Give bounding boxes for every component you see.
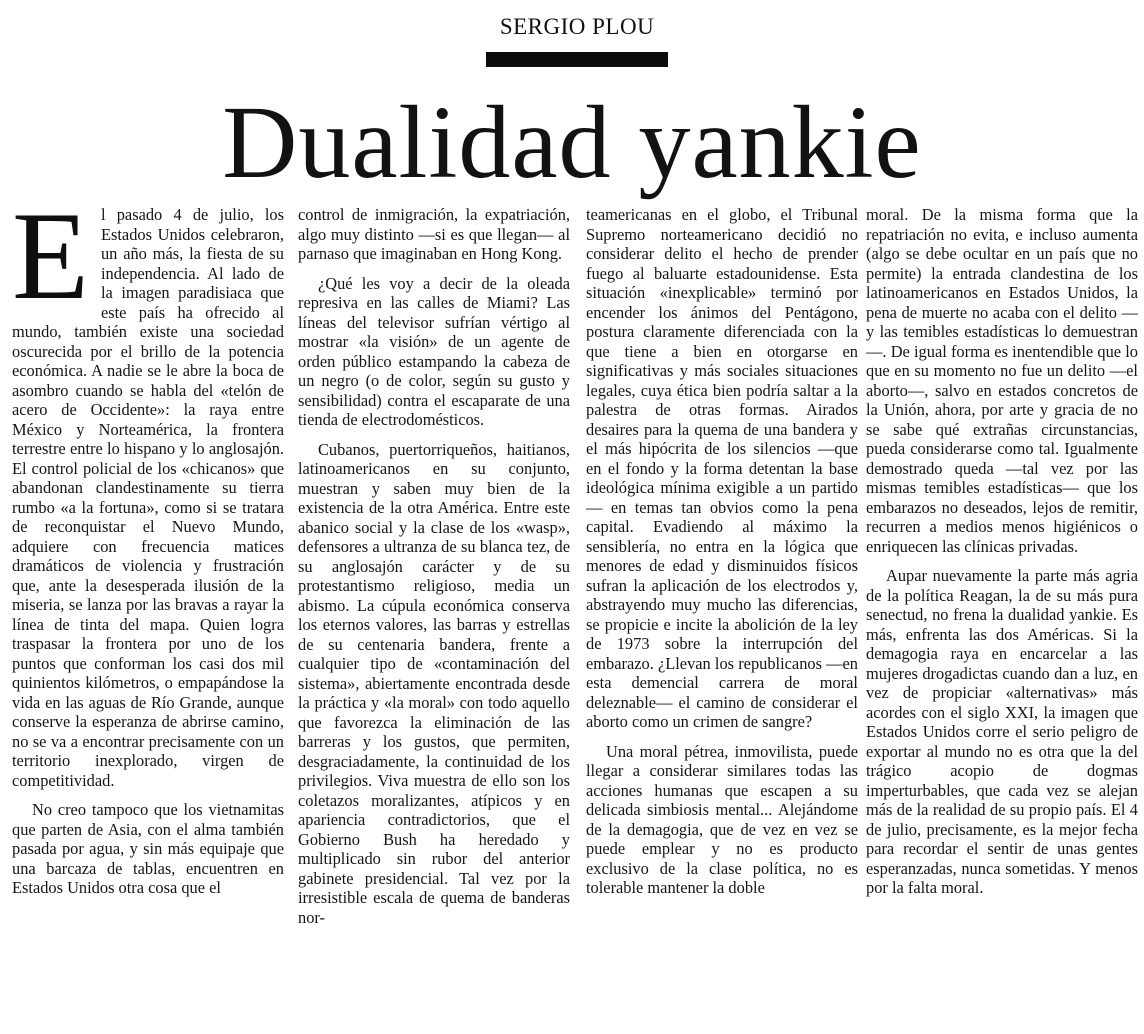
paragraph: Aupar nuevamente la parte más agria de la política Reagan, la de su más pura senectud, no frena la dualidad yankie. Es más, enfrenta las dos Américas. Si la demagogia raya en encarcelar a las mujeres drogadictas cuando dan a luz, en vez de propiciar «alternativas» más acordes con el siglo XXI, la imagen que Estados Unidos corre el serio peligro de exportar al mundo no es otra que la del trágico acopio de dogmas imperturbables, que cada vez se alejan más de la realidad de su propio país. El 4 de julio, precisamente, es la mejor fecha para recordar el sentir de unas gentes esperanzadas, nunca sometidas. Y menos por la falta moral. — [866, 566, 1138, 897]
author-rule — [486, 52, 668, 67]
paragraph: ¿Qué les voy a decir de la oleada represiva en las calles de Miami? Las líneas del televisor sufrían vértigo al mostrar «la visión» de un agente de orden público estampando la cabeza de un negro (o de color, según su gusto y sensibilidad) contra el escaparate de una tienda de electrodomésticos. — [298, 273, 570, 429]
paragraph: moral. De la misma forma que la repatriación no evita, e incluso aumenta (algo se debe ocultar en un país que no permite) la entrada clandestina de los latinoamericanos en Estados Unidos, la pena de muerte no acaba con el delito —y las temibles estadísticas lo demuestran—. De igual forma es inentendible que lo que en su momento no fue un delito —el aborto—, salvo en estados concretos de la Unión, ahora, por arte y gracia de no se sabe qué extrañas circunstancias, pueda considerarse como tal. Igualmente demostrado queda —tal vez por las mismas temibles estadísticas— que los embarazos no deseados, lejos de remitir, recurren a medios menos higiénicos o enriquecen las clínicas privadas. — [866, 205, 1138, 556]
paragraph: teamericanas en el globo, el Tribunal Supremo norteamericano decidió no considerar delito el hecho de prender fuego al baluarte estadounidense. Esta situación «inexplicable» terminó por encender los ánimos del Pentágono, postura claramente diferenciada con la que tiene a bien en otorgarse en significativas y más sociales situaciones legales, cuya ética bien podría saltar a la palestra de otras formas. Airados desaires para la quema de una bandera y el más hipócrita de los silencios —que en el fondo y la forma detentan la base ideológica mínima exigible a un partido— en temas tan obvios como la pena capital. Evadiendo al máximo la sensiblería, no entra en la lógica que menores de edad y disminuidos físicos sufran la aplicación de los electrodos y, abstrayendo muy mucho las diferencias, se propicie e incite la abolición de la ley de 1973 sobre la interrupción del embarazo. ¿Llevan los republicanos —en esta demencial carrera de moral deleznable— el camino de considerar el aborto como un crimen de sangre? — [586, 205, 858, 731]
paragraph: control de inmigración, la expatriación, algo muy distinto —si es que llegan— al parnaso que imaginaban en Hong Kong. — [298, 205, 570, 263]
paragraph: Una moral pétrea, inmovilista, puede llegar a considerar similares todas las acciones humanas que escapen a su delicada simbiosis mental... Alejándome de la demagogia, que de vez en vez se puede emplear y no es producto exclusivo de la clase política, no es tolerable mantener la doble — [586, 741, 858, 897]
author-byline: SERGIO PLOU — [499, 14, 655, 39]
paragraph — [12, 205, 284, 790]
paragraph-text: l pasado 4 de julio, los Estados Unidos celebraron, un año más, la fiesta de su independencia. Al lado de la imagen paradisiaca que este país ha ofrecido al mundo, también existe una sociedad oscurecida por el brillo de la potencia económica. A nadie se le abre la boca de asombro cuando se habla del «telón de acero de Occidente»: la raya entre México y Norteamérica, la frontera terrestre entre lo hispano y lo anglosajón. El control policial de los «chicanos» que abandonan clandestinamente su tierra rumbo «a la fortuna», como si se tratara de reconquistar el Nuevo Mundo, adquiere con frecuencia matices dramáticos de violencia y frustración que, ante la desesperada ilusión de la miseria, se lanza por las bravas a rayar la línea de tinta del mapa. Quien logra traspasar la frontera por uno de los puntos que conforman los casi dos mil quinientos kilómetros, o empapándose la vida en las aguas de Río Grande, aunque conserve la esperanza de abrirse camino, no se va a encontrar precisamente con un territorio inexplorado, virgen de competitividad. — [12, 205, 284, 790]
article-column-4 — [866, 205, 1138, 1027]
article-column-2 — [298, 205, 570, 1027]
paragraph: Cubanos, puertorriqueños, haitianos, latinoamericanos en su conjunto, muestran y saben muy bien de la existencia de la otra América. Entre este abanico social y la clase de los «wasp», defensores a ultranza de su blanca tez, de su anglosajón carácter y de su protestantismo religioso, media un abismo. La cúpula económica conserva los eternos valores, las barras y estrellas de su centenaria bandera, frente a cualquier tipo de «contaminación del sistema», abiertamente encontrada desde la práctica y «la moral» con todo aquello que favorezca la eliminación de las barreras y los gustos, que permiten, desgraciadamente, la continuidad de los privilegios. Viva muestra de ello son los coletazos moralizantes, atípicos y en apariencia contradictorios, que el Gobierno Bush ha heredado y multiplicado sin rubor del anterior gabinete presidencial. Tal vez por la irresistible escala de quema de banderas nor- — [298, 439, 570, 927]
drop-cap: E — [12, 205, 89, 326]
paragraph: No creo tampoco que los vietnamitas que parten de Asia, con el alma también pasada por agua, y sin más equipaje que una barcaza de tablas, encuentren en Estados Unidos otra cosa que el — [12, 800, 284, 897]
article-column-1 — [12, 205, 284, 1027]
article-column-3 — [586, 205, 858, 1027]
headline: Dualidad yankie — [222, 85, 922, 200]
